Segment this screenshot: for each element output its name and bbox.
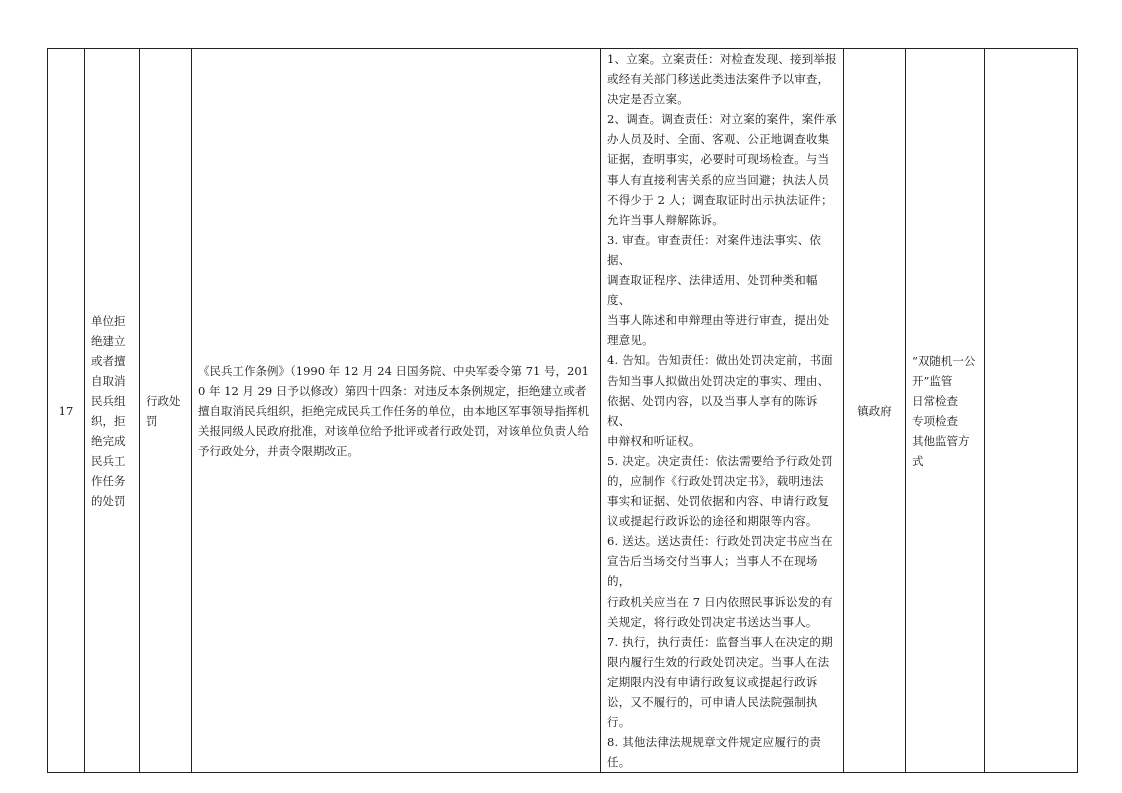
responsibility-line: 宣告后当场交付当事人；当事人不在现场的， [607,554,818,589]
item-name: 单位拒绝建立或者擅自取消民兵组织，拒绝完成民兵工作任务的处罚 [91,313,126,508]
remarks-cell [985,49,1078,773]
legal-basis-text: 《民兵工作条例》（1990 年 12 月 24 日国务院、中央军委令第 71 号，2010 年 12 月 29 日予以修改）第四十四条：对违反本条例规定，拒绝建立或者擅自取消民兵组织，拒绝完成民兵工作任务的单位，由本地区军事领导指挥机关报同级人民政府批准，对该单位给予批评或者行政处罚，对该单位负责人给予行政处分，并责令限期改正。 [198,363,589,458]
responsibility-line: 1、立案。立案责任：对检查发现、接到举报 [607,52,837,66]
responsibility-line: 3. 审查。审查责任：对案件违法事实、依据、 [607,232,822,267]
responsibility-line: 告知当事人拟做出处罚决定的事实、理由、 [607,373,830,388]
responsibility-line: 理意见。 [607,333,654,348]
responsibility-line: 8. 其他法律法规规章文件规定应履行的责 [607,735,822,750]
supervision-mode-item: 其他监管方式 [912,433,970,468]
responsibility-line: 事人有直接利害关系的应当回避；执法人员 [607,172,830,187]
responsibilities-list [607,49,837,772]
responsibility-line: 证据，查明事实，必要时可现场检查。与当 [607,152,830,167]
supervision-mode-item: “双随机一公开”监管 [912,353,976,388]
responsibility-line: 当事人陈述和申辩理由等进行审查，提出处 [607,313,830,328]
implementing-body: 镇政府 [857,403,892,418]
responsibility-line: 讼，又不履行的，可申请人民法院强制执行。 [607,695,818,730]
responsibility-line: 2、调查。调查责任：对立案的案件，案件承 [607,112,837,127]
responsibility-line: 行政机关应当在 7 日内依照民事诉讼发的有 [607,594,833,609]
responsibility-line: 7. 执行，执行责任：监督当事人在决定的期 [607,634,833,649]
legal-basis-cell [192,49,601,773]
responsibility-line: 不得少于 2 人；调查取证时出示执法证件； [607,192,833,207]
supervision-mode-item: 日常检查 [912,393,958,408]
power-list-table [47,48,1078,773]
table-row [48,49,1078,773]
responsibility-line: 或经有关部门移送此类违法案件予以审查， [607,72,830,87]
responsibility-line: 议或提起行政诉讼的途径和期限等内容。 [607,514,818,529]
item-type: 行政处罚 [146,393,181,428]
supervision-modes-cell [906,49,985,773]
responsibility-line: 6. 送达。送达责任：行政处罚决定书应当在 [607,534,833,549]
responsibility-line: 决定是否立案。 [607,92,689,107]
responsibilities-cell [601,49,844,773]
responsibility-line: 任。 [607,755,631,770]
item-type-cell [140,49,192,773]
responsibility-line: 定期限内没有申请行政复议或提起行政诉 [607,674,818,689]
row-number: 17 [58,403,74,418]
responsibility-line: 办人员及时、全面、客观、公正地调查收集 [607,132,830,147]
item-name-cell [85,49,140,773]
responsibility-line: 事实和证据、处罚依据和内容、申请行政复 [607,494,830,509]
row-number-cell [48,49,85,773]
responsibility-line: 允许当事人辩解陈诉。 [607,212,724,227]
supervision-mode-item: 专项检查 [912,413,958,428]
responsibility-line: 4. 告知。告知责任：做出处罚决定前，书面 [607,353,833,368]
responsibility-line: 依据、处罚内容，以及当事人享有的陈诉权、 [607,393,818,428]
responsibility-line: 调查取证程序、法律适用、处罚种类和幅度、 [607,273,818,308]
responsibility-line: 5. 决定。决定责任：依法需要给予行政处罚 [607,453,833,468]
implementing-body-cell [844,49,906,773]
responsibility-line: 关规定，将行政处罚决定书送达当事人。 [607,614,818,629]
responsibility-line: 申辩权和听证权。 [607,433,701,448]
supervision-modes-list [912,351,978,471]
responsibility-line: 的，应制作《行政处罚决定书》，载明违法 [607,473,824,488]
responsibility-line: 限内履行生效的行政处罚决定。当事人在法 [607,654,830,669]
